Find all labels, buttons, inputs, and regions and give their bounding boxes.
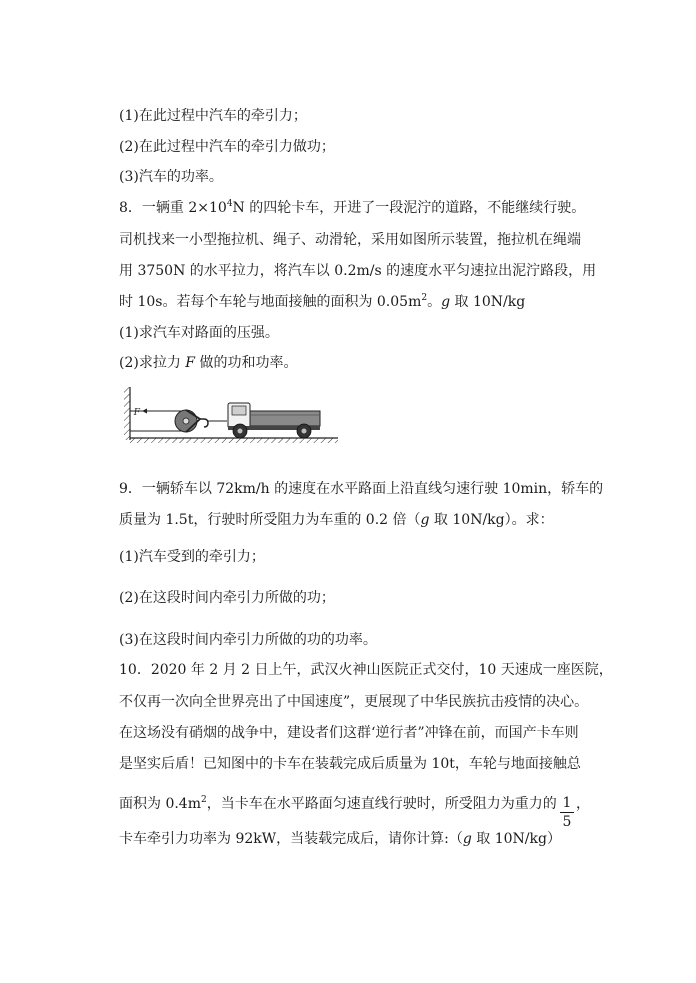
q10-area-exponent: 2: [201, 795, 207, 805]
truck-front-hub: [238, 429, 243, 434]
q8-part2-b: 做的功和功率。: [195, 355, 298, 371]
q9-line2-a: 质量为 1.5t，行驶时所受阻力为车重的 0.2 倍（: [119, 512, 421, 528]
q8-line4-c: 取 10N/kg: [450, 294, 526, 310]
q10-line1: 10．2020 年 2 月 2 日上午，武汉火神山医院正式交付，10 天速成一座医院，: [119, 662, 613, 678]
q8-line4-a: 时 10s。若每个车轮与地面接触的面积为 0.05m: [119, 294, 422, 310]
fraction-denominator: 5: [562, 814, 572, 830]
q10-line6-b: 取 10N/kg）: [471, 831, 561, 847]
truck-bed: [250, 411, 320, 426]
force-arrowhead: [142, 409, 147, 414]
q10-line6-a: 卡车牵引力功率为 92kW，当装载完成后，请你计算:（: [119, 831, 463, 847]
q9-line1: 9．一辆轿车以 72km/h 的速度在水平路面上沿直线匀速行驶 10min，轿车的: [119, 481, 604, 497]
truck-rear-hub: [302, 429, 307, 434]
q10-line5-comma: ，: [576, 796, 590, 812]
wall-hatch: [124, 387, 130, 440]
pulley-hub: [183, 418, 189, 424]
q8-line1: [119, 199, 585, 217]
q8-line3: 用 3750N 的水平拉力，将汽车以 0.2m/s 的速度水平匀速拉出泥泞路段，用: [119, 263, 597, 279]
q8-g-symbol: g: [441, 294, 451, 310]
ground-hatch: [130, 438, 338, 443]
q7-part3: (3)汽车的功率。: [119, 169, 223, 185]
q7-part1: (1)在此过程中汽车的牵引力；: [119, 108, 307, 124]
q9-line2-b: 取 10N/kg）。求：: [429, 512, 554, 528]
q8-part2: [119, 354, 297, 372]
force-label: F: [133, 408, 140, 418]
q8-exponent: 4: [226, 199, 233, 209]
q8-line4: [119, 293, 525, 311]
q8-F-symbol: F: [185, 355, 195, 371]
fraction-bar: [560, 812, 574, 813]
q8-line1-a: 8．一辆重 2×10: [119, 200, 227, 216]
q9-part3: (3)在这段时间内牵引力所做的功的功率。: [119, 632, 377, 648]
q9-part2: (2)在这段时间内牵引力所做的功；: [119, 590, 335, 606]
q8-line2: 司机找来一小型拖拉机、绳子、动滑轮，采用如图所示装置，拖拉机在绳端: [119, 232, 581, 248]
q10-line5-b: ，当卡车在水平路面匀速直线行驶时，所受阻力为重力的: [206, 796, 557, 812]
truck-window: [232, 406, 246, 415]
pulley-hook: [200, 419, 208, 427]
q10-line3: 在这场没有硝烟的战争中，建设者们这群‘逆行者”冲锋在前，而国产卡车则: [119, 725, 579, 741]
q8-part2-a: (2)求拉力: [119, 355, 186, 371]
q10-line2: 不仅再一次向全世界亮出了中国速度”，更展现了中华民族抗击疫情的决心。: [119, 694, 589, 710]
q10-fraction: [560, 795, 574, 830]
fraction-numerator: 1: [562, 795, 572, 811]
q8-line1-b: N 的四轮卡车，开进了一段泥泞的道路，不能继续行驶。: [232, 200, 586, 216]
q10-g-symbol: g: [462, 831, 472, 847]
q7-part2: (2)在此过程中汽车的牵引力做功；: [119, 139, 335, 155]
q8-part1: (1)求汽车对路面的压强。: [119, 325, 279, 341]
q10-line5-a: 面积为 0.4m: [119, 796, 201, 812]
q8-area-exponent: 2: [421, 293, 428, 303]
q9-g-symbol: g: [420, 512, 430, 528]
q10-line4: 是坚实后盾！已知图中的卡车在装载完成后质量为 10t，车轮与地面接触总: [119, 756, 581, 772]
q10-line5: [119, 795, 557, 813]
q9-line2: [119, 511, 554, 529]
q9-part1: (1)汽车受到的牵引力；: [119, 549, 265, 565]
q10-line6: [119, 830, 561, 848]
q8-line4-b: 。: [427, 294, 442, 310]
pulley-truck-figure: [124, 385, 340, 445]
